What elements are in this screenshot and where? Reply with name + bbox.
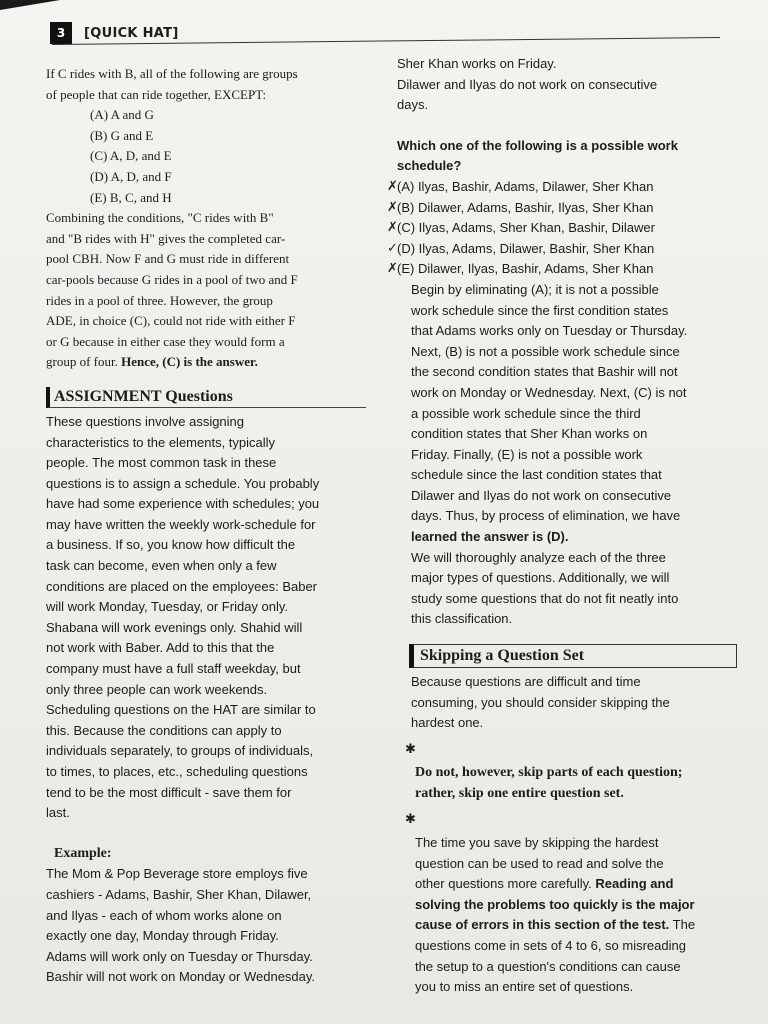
check-mark-icon: ✓ [387, 240, 398, 256]
schedule-option-text: (A) Ilyas, Bashir, Adams, Dilawer, Sher Khan [397, 178, 654, 194]
schedule-option-a [387, 177, 742, 198]
time-line [415, 915, 742, 936]
book-title: [QUICK HAT] [84, 25, 179, 41]
question-intro-line-1: If C rides with B, all of the following are groups [46, 66, 298, 81]
question-intro-line-2: of people that can ride together, EXCEPT: [46, 86, 267, 102]
example-title: Example: [54, 845, 112, 861]
explanation-line: work schedule since the first condition states [411, 302, 669, 318]
example-line: Adams will work only on Tuesday or Thursday. [46, 948, 313, 964]
assignment-line: Shabana will work evenings only. Shahid will [46, 619, 303, 635]
schedule-option-text: (E) Dilawer, Ilyas, Bashir, Adams, Sher Khan [397, 261, 654, 277]
example-line: exactly one day, Monday through Friday. [46, 928, 279, 944]
cross-mark-icon: ✗ [387, 220, 398, 236]
schedule-option-text: (D) Ilyas, Adams, Dilawer, Bashir, Sher Khan [397, 240, 655, 256]
combine-answer: Hence, (C) is the answer. [121, 354, 258, 370]
condition-line: Sher Khan works on Friday. [397, 56, 557, 71]
explanation-line: condition states that Sher Khan works on [411, 426, 648, 442]
assignment-line: people. The most common task in these [46, 455, 277, 471]
condition-line: days. [397, 97, 429, 113]
time-bold-line: solving the problems too quickly is the major [415, 896, 695, 912]
option-e: (E) B, C, and H [90, 189, 172, 205]
time-text: The [669, 917, 696, 933]
left-column [46, 64, 366, 988]
time-paragraph [415, 833, 742, 998]
corner-shadow [0, 0, 60, 10]
assignment-line: will work Monday, Tuesday, or Friday only. [46, 599, 289, 615]
explanation-line: days. Thus, by process of elimination, we have [411, 508, 681, 524]
combine-line: or G because in either case they would form a [46, 333, 285, 349]
combine-line: rides in a pool of three. However, the group [46, 292, 273, 308]
assignment-line: questions is to assign a schedule. You probably [46, 475, 320, 491]
assignment-line: tend to be the most difficult - save them for [46, 784, 292, 800]
combine-line: pool CBH. Now F and G must ride in different [46, 251, 290, 267]
skipping-section-title: Skipping a Question Set [409, 644, 737, 668]
time-line: question can be used to read and solve the [415, 855, 664, 871]
analyze-line: study some questions that do not fit neatly into [411, 590, 679, 606]
combine-line: and "B rides with H" gives the completed car- [46, 230, 286, 246]
condition-line: Dilawer and Ilyas do not work on consecutive [397, 76, 658, 92]
analyze-line: We will thoroughly analyze each of the three [411, 549, 666, 565]
assignment-line: only three people can work weekends. [46, 681, 268, 697]
time-line: questions come in sets of 4 to 6, so misreading [415, 937, 686, 953]
time-line: The time you save by skipping the hardest [415, 835, 659, 850]
schedule-option-text: (B) Dilawer, Adams, Bashir, Ilyas, Sher Khan [397, 199, 654, 215]
option-d: (D) A, D, and F [90, 168, 172, 184]
explanation-paragraph [411, 280, 742, 630]
time-line: you to miss an entire set of questions. [415, 979, 634, 995]
schedule-option-b [387, 198, 742, 219]
bold-note-line: rather, skip one entire question set. [415, 786, 624, 802]
assignment-line: last. [46, 805, 70, 821]
time-bold-text: cause of errors in this section of the test. [415, 917, 670, 933]
assignment-line: to times, to places, etc., scheduling questions [46, 764, 308, 779]
explanation-line: a possible work schedule since the third [411, 405, 641, 421]
schedule-option-e [387, 259, 742, 280]
assignment-line: task can become, even when only a few [46, 558, 277, 574]
explanation-line: work on Monday or Wednesday. Next, (C) is not [411, 384, 687, 400]
analyze-line: this classification. [411, 611, 513, 627]
example-line: cashiers - Adams, Bashir, Sher Khan, Dilawer, [46, 886, 312, 902]
skip-intro-paragraph [411, 672, 742, 734]
explanation-line: the second condition states that Bashir will not [411, 364, 678, 380]
assignment-line: individuals separately, to groups of individuals, [46, 743, 314, 759]
option-a: (A) A and G [90, 107, 154, 123]
time-text: other questions more carefully. [415, 876, 596, 892]
explanation-line: Begin by eliminating (A); it is not a possible [411, 281, 659, 297]
time-bold-text: Reading and [595, 876, 674, 892]
bold-note-line: Do not, however, skip parts of each question; [415, 765, 683, 781]
assignment-line: characteristics to the elements, typically [46, 434, 276, 450]
assignment-line: this. Because the conditions can apply to [46, 722, 282, 738]
schedule-option-text: (C) Ilyas, Adams, Sher Khan, Bashir, Dilawer [397, 220, 655, 236]
assignment-line: not work with Baber. Add to this that the [46, 640, 275, 656]
explanation-line: Dilawer and Ilyas do not work on consecutive [411, 487, 672, 503]
example-line: and Ilyas - each of whom works alone on [46, 907, 282, 923]
example-line: The Mom & Pop Beverage store employs five [46, 866, 308, 882]
option-b: (B) G and E [90, 127, 154, 143]
time-line [415, 874, 742, 895]
example-line: Bashir will not work on Monday or Wednesday. [46, 969, 316, 985]
assignment-line: conditions are placed on the employees: Baber [46, 578, 318, 594]
explanation-line: schedule since the last condition states that [411, 467, 662, 483]
combine-line: car-pools because G rides in a pool of two and F [46, 271, 298, 287]
schedule-option-c [387, 218, 742, 239]
cross-mark-icon: ✗ [387, 261, 398, 277]
schedule-option-d [387, 239, 742, 260]
assignment-line: Scheduling questions on the HAT are similar to [46, 702, 316, 718]
skip-intro-line: hardest one. [411, 715, 484, 731]
skip-intro-line: consuming, you should consider skipping the [411, 694, 670, 710]
right-column [387, 54, 742, 998]
page-number: 3 [50, 22, 72, 44]
analyze-line: major types of questions. Additionally, we will [411, 570, 670, 586]
question-line-2: schedule? [397, 158, 462, 174]
asterisk-icon: ✱ [405, 812, 416, 828]
asterisk-icon: ✱ [405, 741, 416, 757]
assignment-line: may have written the weekly work-schedule for [46, 516, 316, 532]
question-line-1: Which one of the following is a possible work [397, 137, 678, 153]
time-line: the setup to a question's conditions can cause [415, 958, 681, 974]
assignment-section-title: ASSIGNMENT Questions [46, 387, 366, 408]
assignment-line: These questions involve assigning [46, 413, 245, 429]
combine-line: Combining the conditions, "C rides with B" [46, 210, 274, 226]
option-c: (C) A, D, and E [90, 148, 172, 164]
assignment-line: a business. If so, you know how difficult the [46, 537, 296, 553]
combine-last-line [46, 352, 366, 373]
cross-mark-icon: ✗ [387, 199, 398, 215]
explanation-line: Friday. Finally, (E) is not a possible work [411, 446, 643, 462]
assignment-line: company must have a full staff weekday, but [46, 661, 301, 677]
explanation-line: that Adams works only on Tuesday or Thursday. [411, 323, 688, 339]
assignment-paragraph [46, 412, 366, 824]
skip-intro-line: Because questions are difficult and time [411, 674, 641, 690]
combine-last-text: group of four. [46, 354, 122, 370]
explanation-line: Next, (B) is not a possible work schedule since [411, 343, 680, 359]
cross-mark-icon: ✗ [387, 178, 398, 194]
combine-line: ADE, in choice (C), could not ride with either F [46, 313, 296, 329]
assignment-line: have had some experience with schedules; you [46, 496, 320, 512]
explanation-answer: learned the answer is (D). [411, 529, 569, 545]
